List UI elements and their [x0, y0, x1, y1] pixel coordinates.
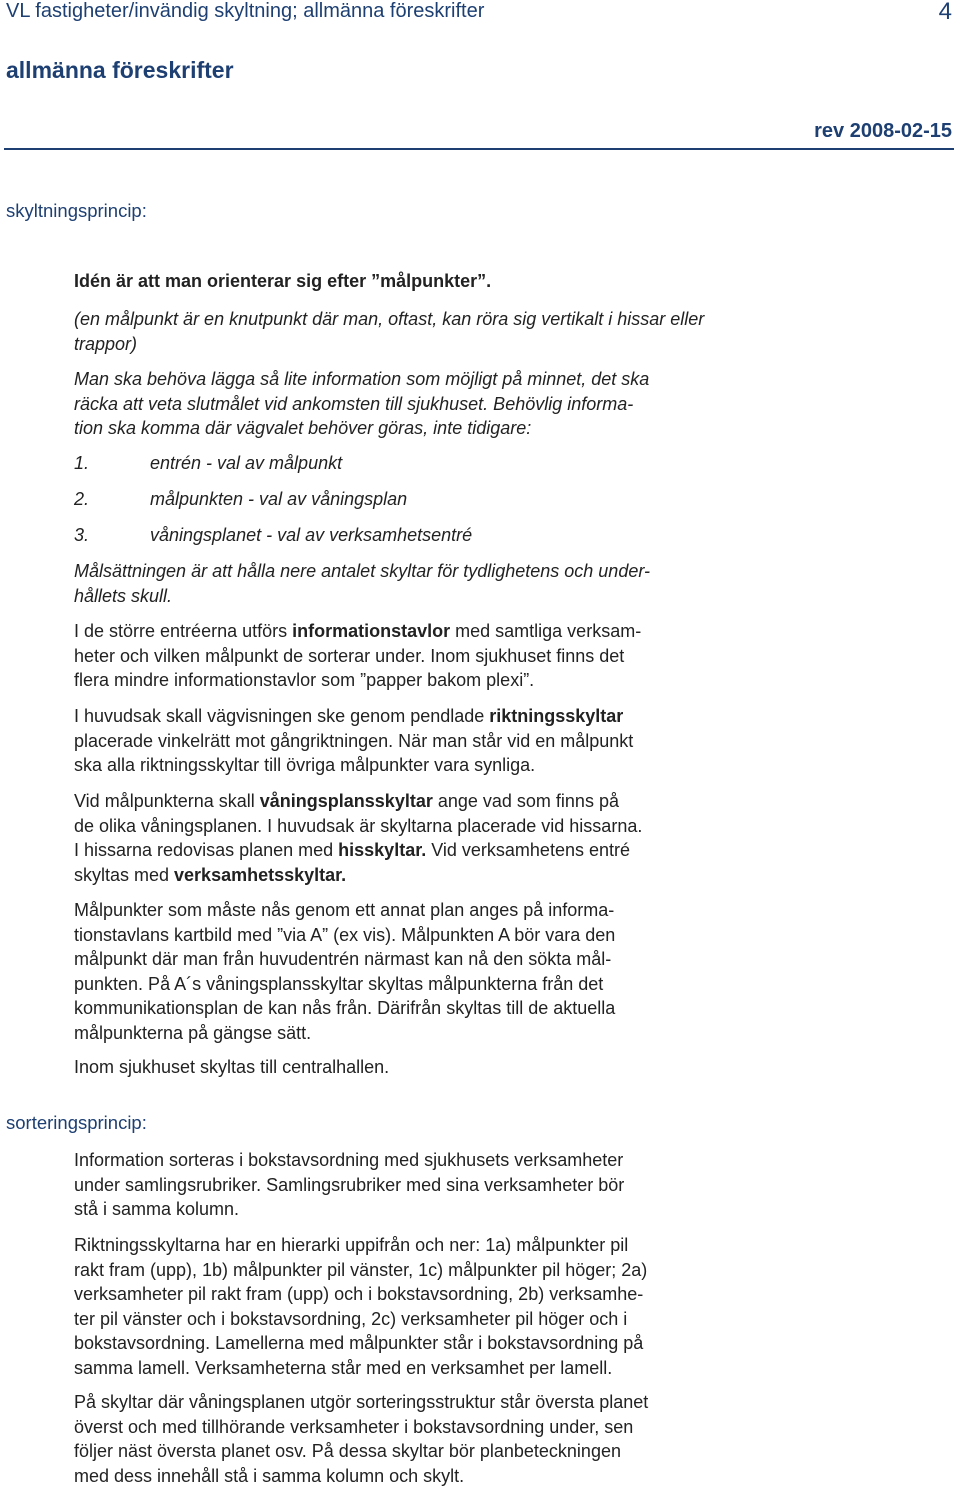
text-span: I hissarna redovisas planen med [74, 840, 338, 860]
document-subtitle: allmänna föreskrifter [6, 57, 234, 84]
document-header-title: VL fastigheter/invändig skyltning; allmänna föreskrifter [6, 0, 484, 23]
text-line: På skyltar där våningsplanen utgör sorteringsstruktur står översta planet [74, 1390, 734, 1415]
intro-statement: Idén är att man orienterar sig efter ”målpunkter”. [74, 269, 734, 294]
paragraph-centralhallen: Inom sjukhuset skyltas till centralhallen. [74, 1055, 734, 1080]
text-line: stå i samma kolumn. [74, 1197, 734, 1222]
text-line [74, 704, 734, 729]
text-line: Målpunkter som måste nås genom ett annat plan anges på informa- [74, 898, 734, 923]
text-span: med samtliga verksam- [450, 621, 641, 641]
text-span: skyltas med [74, 865, 174, 885]
revision-date: rev 2008-02-15 [814, 120, 952, 143]
text-line: Man ska behöva lägga så lite information som möjligt på minnet, det ska [74, 367, 734, 392]
text-line: Information sorteras i bokstavsordning med sjukhusets verksamheter [74, 1148, 734, 1173]
text-line: tionstavlans kartbild med ”via A” (ex vis). Målpunkten A bör vara den [74, 923, 734, 948]
text-line [74, 863, 734, 888]
text-line: placerade vinkelrätt mot gångriktningen. När man står vid en målpunkt [74, 729, 734, 754]
section-label-skyltningsprincip: skyltningsprincip: [6, 200, 147, 222]
text-line: målpunkt där man från huvudentrén närmast kan nå den sökta mål- [74, 947, 734, 972]
paragraph-riktningsskyltar [74, 704, 734, 778]
paragraph-vaningsplansskyltar [74, 789, 734, 887]
text-span: I huvudsak skall vägvisningen ske genom pendlade [74, 706, 489, 726]
text-line [74, 619, 734, 644]
page-number: 4 [939, 0, 952, 26]
list-number: 3. [74, 523, 150, 548]
text-line: överst och med tillhörande verksamheter i bokstavsordning under, sen [74, 1415, 734, 1440]
emphasis-hisskyltar: hisskyltar. [338, 840, 426, 860]
paragraph-minimal-info [74, 367, 734, 441]
text-line: Målsättningen är att hålla nere antalet skyltar för tydlighetens och under- [74, 559, 734, 584]
text-line: rakt fram (upp), 1b) målpunkter pil vänster, 1c) målpunkter pil höger; 2a) [74, 1258, 734, 1283]
text-span: Vid målpunkterna skall [74, 791, 260, 811]
paragraph-malpunkt-definition: (en målpunkt är en knutpunkt där man, oftast, kan röra sig vertikalt i hissar eller trappor) [74, 307, 714, 356]
text-line: de olika våningsplanen. I huvudsak är skyltarna placerade vid hissarna. [74, 814, 734, 839]
list-number: 1. [74, 451, 150, 476]
paragraph-hierarki [74, 1233, 734, 1380]
text-span: Vid verksamhetens entré [426, 840, 630, 860]
text-line: ska alla riktningsskyltar till övriga målpunkter vara synliga. [74, 753, 734, 778]
section-label-sorteringsprincip: sorteringsprincip: [6, 1112, 147, 1134]
text-span: ange vad som finns på [433, 791, 619, 811]
text-line: målpunkterna på gängse sätt. [74, 1021, 734, 1046]
text-line: verksamheter pil rakt fram (upp) och i bokstavsordning, 2b) verksamhe- [74, 1282, 734, 1307]
paragraph-informationstavlor [74, 619, 734, 693]
text-line [74, 789, 734, 814]
list-item [74, 523, 734, 548]
text-line: punkten. På A´s våningsplansskyltar skyltas målpunkterna från det [74, 972, 734, 997]
text-line [74, 838, 734, 863]
list-number: 2. [74, 487, 150, 512]
paragraph-malsattning [74, 559, 734, 608]
emphasis-vaningsplansskyltar: våningsplansskyltar [260, 791, 433, 811]
text-span: I de större entréerna utförs [74, 621, 292, 641]
header-divider [4, 148, 954, 150]
text-line: tion ska komma där vägvalet behöver göras, inte tidigare: [74, 416, 734, 441]
text-line: kommunikationsplan de kan nås från. Därifrån skyltas till de aktuella [74, 996, 734, 1021]
text-line: bokstavsordning. Lamellerna med målpunkter står i bokstavsordning på [74, 1331, 734, 1356]
list-item [74, 487, 734, 512]
text-line: ter pil vänster och i bokstavsordning, 2c) verksamheter pil höger och i [74, 1307, 734, 1332]
paragraph-via-malpunkt [74, 898, 734, 1045]
text-line: följer näst översta planet osv. På dessa skyltar bör planbeteckningen [74, 1439, 734, 1464]
list-item [74, 451, 734, 476]
text-line: samma lamell. Verksamheterna står med en verksamhet per lamell. [74, 1356, 734, 1381]
emphasis-riktningsskyltar: riktningsskyltar [489, 706, 623, 726]
list-text: entrén - val av målpunkt [150, 453, 342, 473]
text-line: hållets skull. [74, 584, 734, 609]
emphasis-informationstavlor: informationstavlor [292, 621, 450, 641]
text-line: Riktningsskyltarna har en hierarki uppifrån och ner: 1a) målpunkter pil [74, 1233, 734, 1258]
list-text: våningsplanet - val av verksamhetsentré [150, 525, 472, 545]
text-line: flera mindre informationstavlor som ”papper bakom plexi”. [74, 668, 734, 693]
text-line: under samlingsrubriker. Samlingsrubriker med sina verksamheter bör [74, 1173, 734, 1198]
paragraph-bokstavsordning [74, 1148, 734, 1222]
text-line: heter och vilken målpunkt de sorterar under. Inom sjukhuset finns det [74, 644, 734, 669]
list-text: målpunkten - val av våningsplan [150, 489, 407, 509]
text-line: med dess innehåll stå i samma kolumn och skylt. [74, 1464, 734, 1488]
text-line: räcka att veta slutmålet vid ankomsten till sjukhuset. Behövlig informa- [74, 392, 734, 417]
paragraph-vaningsplan-sortering [74, 1390, 734, 1488]
emphasis-verksamhetsskyltar: verksamhetsskyltar. [174, 865, 346, 885]
